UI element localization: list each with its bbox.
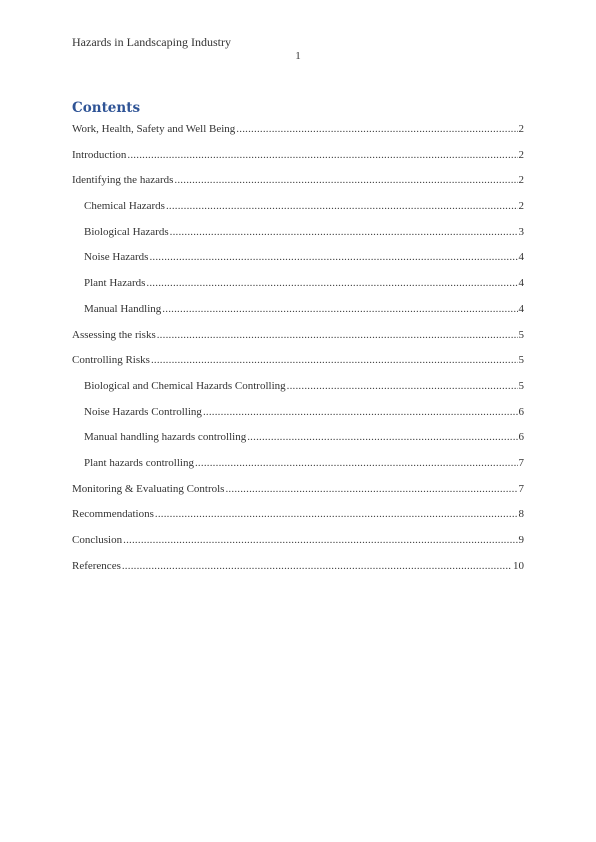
toc-entry-page: 3 — [518, 225, 524, 238]
toc-heading: Contents — [72, 100, 141, 116]
dot-leader — [170, 226, 518, 238]
dot-leader — [155, 508, 518, 520]
toc-entry[interactable] — [72, 380, 524, 406]
toc-entry-title: Monitoring & Evaluating Controls — [72, 482, 225, 495]
toc-entry[interactable] — [72, 508, 524, 534]
dot-leader — [195, 457, 518, 469]
toc-entry[interactable] — [72, 483, 524, 509]
dot-leader — [174, 174, 517, 186]
toc-entry-title: Plant hazards controlling — [84, 456, 194, 469]
toc-entry-title: Noise Hazards Controlling — [84, 405, 202, 418]
toc-entry-page: 2 — [518, 148, 524, 161]
toc-entry[interactable] — [72, 226, 524, 252]
toc-entry[interactable] — [72, 406, 524, 432]
toc-entry[interactable] — [72, 534, 524, 560]
toc-entry-page: 10 — [513, 559, 524, 572]
toc-entry-page: 2 — [518, 200, 524, 213]
toc-entry-page: 6 — [518, 431, 524, 444]
dot-leader — [166, 200, 518, 212]
toc-entry-page: 2 — [518, 123, 524, 135]
toc-entry-title: Manual handling hazards controlling — [84, 431, 247, 444]
dot-leader — [162, 303, 517, 315]
toc-entry[interactable] — [72, 560, 524, 586]
toc-entry-title: Controlling Risks — [72, 354, 150, 367]
toc-entry-title: Recommendations — [72, 508, 154, 521]
toc-entry-page: 7 — [518, 482, 524, 495]
dot-leader — [225, 483, 517, 495]
dot-leader — [236, 123, 517, 135]
dot-leader — [151, 354, 518, 366]
toc-entry[interactable] — [72, 251, 524, 277]
toc-entry[interactable] — [72, 354, 524, 380]
toc-entry-page: 7 — [518, 456, 524, 469]
toc-entry[interactable] — [72, 329, 524, 355]
page-number: 1 — [295, 50, 301, 62]
toc-entry-page: 5 — [518, 354, 524, 367]
toc-entry-title: Chemical Hazards — [84, 200, 165, 213]
toc-entry-title: References — [72, 559, 121, 572]
toc-entry-page: 4 — [518, 302, 524, 315]
toc-entry-page: 5 — [518, 328, 524, 341]
dot-leader — [203, 406, 518, 418]
toc-entry[interactable] — [72, 277, 524, 303]
dot-leader — [122, 560, 512, 572]
toc-entry[interactable] — [72, 200, 524, 226]
dot-leader — [123, 534, 517, 546]
toc-entry-title: Biological Hazards — [84, 225, 169, 238]
toc-entry-page: 2 — [518, 174, 524, 187]
toc-entry-title: Noise Hazards — [84, 251, 149, 264]
running-header: Hazards in Landscaping Industry — [72, 35, 231, 49]
dot-leader — [157, 329, 518, 341]
toc-entry-title: Plant Hazards — [84, 277, 146, 290]
toc-entry-page: 4 — [518, 277, 524, 290]
table-of-contents — [72, 123, 524, 585]
toc-entry-title: Conclusion — [72, 534, 123, 546]
toc-entry[interactable] — [72, 303, 524, 329]
toc-entry-page: 6 — [518, 405, 524, 418]
toc-entry-page: 4 — [518, 251, 524, 264]
toc-entry[interactable] — [72, 149, 524, 175]
toc-entry-title: Manual Handling — [84, 302, 162, 315]
dot-leader — [247, 431, 517, 443]
toc-entry[interactable] — [72, 457, 524, 483]
dot-leader — [146, 277, 517, 289]
dot-leader — [149, 251, 517, 263]
dot-leader — [287, 380, 518, 392]
toc-entry-title: Biological and Chemical Hazards Controlling — [84, 379, 286, 392]
toc-entry-title: Assessing the risks — [72, 328, 156, 341]
toc-entry-page: 5 — [518, 379, 524, 392]
dot-leader — [127, 149, 517, 161]
toc-entry[interactable] — [72, 431, 524, 457]
toc-entry-title: Introduction — [72, 148, 127, 161]
toc-entry-page: 8 — [518, 508, 524, 521]
toc-entry-title: Work, Health, Safety and Well Being — [72, 123, 236, 135]
toc-entry-title: Identifying the hazards — [72, 174, 174, 187]
toc-entry-page: 9 — [518, 534, 524, 546]
toc-entry[interactable] — [72, 123, 524, 149]
toc-entry[interactable] — [72, 174, 524, 200]
